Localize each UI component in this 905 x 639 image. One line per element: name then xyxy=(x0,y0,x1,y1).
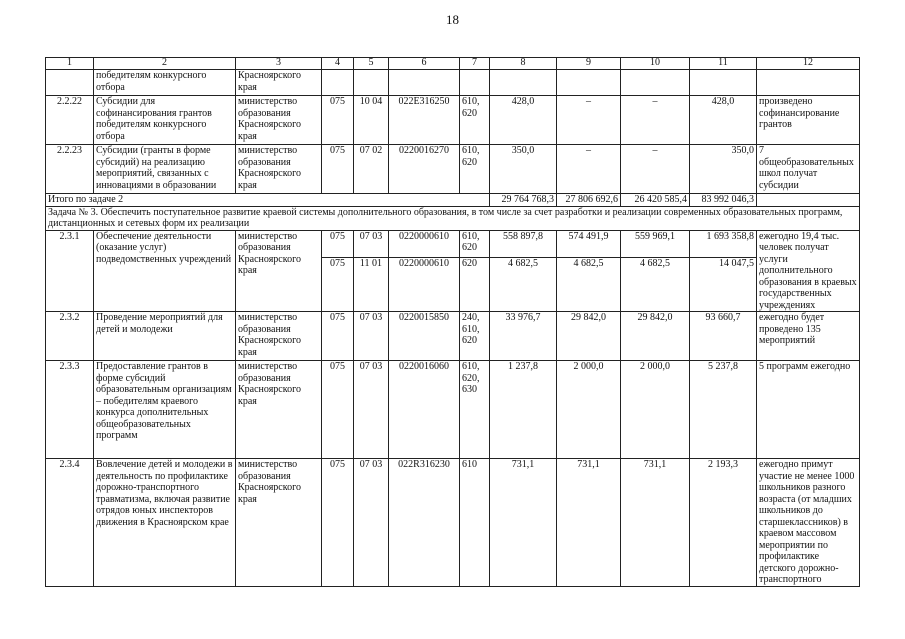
budget-table xyxy=(45,57,860,587)
cell-grbs: 075 xyxy=(322,459,354,587)
cell-result: ежегодно 19,4 тыс. человек получат услуги дополнительного образования в краевых государственных учреждениях xyxy=(757,230,860,312)
cell-vr: 620 xyxy=(460,257,490,311)
cell-y1: 428,0 xyxy=(490,96,557,145)
cell-y3: 559 969,1 xyxy=(621,230,690,257)
cell-org: министерство образования Красноярского края xyxy=(236,312,322,361)
cell-vr: 240, 610, 620 xyxy=(460,312,490,361)
cell-csr: 0220015850 xyxy=(389,312,460,361)
cell-total: 93 660,7 xyxy=(690,312,757,361)
cell-num: 2.3.1 xyxy=(46,230,94,312)
cell-y2: – xyxy=(557,96,621,145)
cell-vr: 610 xyxy=(460,459,490,587)
header-cell: 7 xyxy=(460,58,490,70)
cell-grbs: 075 xyxy=(322,96,354,145)
header-row xyxy=(46,58,860,70)
header-cell: 10 xyxy=(621,58,690,70)
cell-y1: 4 682,5 xyxy=(490,257,557,311)
cell-csr: 0220000610 xyxy=(389,230,460,257)
total-y2: 27 806 692,6 xyxy=(557,194,621,207)
cell-result: ежегодно будет проведено 135 мероприятий xyxy=(757,312,860,361)
cell-total: 2 193,3 xyxy=(690,459,757,587)
table-row xyxy=(46,361,860,459)
cell-y2: 731,1 xyxy=(557,459,621,587)
cell-y3: 4 682,5 xyxy=(621,257,690,311)
cell-csr: 022R316230 xyxy=(389,459,460,587)
total-y1: 29 764 768,3 xyxy=(490,194,557,207)
header-cell: 5 xyxy=(354,58,389,70)
cell-y1: 558 897,8 xyxy=(490,230,557,257)
cell-num: 2.3.4 xyxy=(46,459,94,587)
cell-name: Субсидии для софинансирования грантов победителям конкурсного отбора xyxy=(94,96,236,145)
cell-grbs: 075 xyxy=(322,257,354,311)
cell-csr: 0220016060 xyxy=(389,361,460,459)
cell-grbs: 075 xyxy=(322,361,354,459)
cell-result: 5 программ ежегодно xyxy=(757,361,860,459)
cell-org: министерство образования Красноярского края xyxy=(236,230,322,312)
cell-rz: 11 01 xyxy=(354,257,389,311)
cell-rz: 10 04 xyxy=(354,96,389,145)
table-row xyxy=(46,96,860,145)
header-cell: 11 xyxy=(690,58,757,70)
cell-name: Вовлечение детей и молодежи в деятельность по профилактике дорожно-транспортного травматизма, включая развитие отрядов юных инспекторов движения в Красноярском крае xyxy=(94,459,236,587)
cell-grbs: 075 xyxy=(322,312,354,361)
cell-y3: – xyxy=(621,145,690,194)
table-row xyxy=(46,459,860,587)
cell-name: Субсидии (гранты в форме субсидий) на реализацию мероприятий, связанных с инновациями в образовании xyxy=(94,145,236,194)
header-cell: 12 xyxy=(757,58,860,70)
header-cell: 8 xyxy=(490,58,557,70)
cell-y3: – xyxy=(621,96,690,145)
cell-grbs: 075 xyxy=(322,145,354,194)
header-cell: 6 xyxy=(389,58,460,70)
cell-y3: 731,1 xyxy=(621,459,690,587)
cell-name: победителям конкурсного отбора xyxy=(94,70,236,96)
cell-y2: 4 682,5 xyxy=(557,257,621,311)
cell-csr: 0220000610 xyxy=(389,257,460,311)
table-row-continuation xyxy=(46,70,860,96)
cell-org: министерство образования Красноярского края xyxy=(236,361,322,459)
cell-total: 5 237,8 xyxy=(690,361,757,459)
cell-y2: 2 000,0 xyxy=(557,361,621,459)
cell-rz: 07 03 xyxy=(354,361,389,459)
cell-org: министерство образования Красноярского края xyxy=(236,96,322,145)
cell-name: Проведение мероприятий для детей и молодежи xyxy=(94,312,236,361)
header-cell: 3 xyxy=(236,58,322,70)
cell-name: Обеспечение деятельности (оказание услуг) подведомственных учреждений xyxy=(94,230,236,312)
cell-result: произведено софинансирование грантов xyxy=(757,96,860,145)
cell-y2: 574 491,9 xyxy=(557,230,621,257)
cell-total: 1 693 358,8 xyxy=(690,230,757,257)
table-row xyxy=(46,145,860,194)
cell-vr: 610, 620 xyxy=(460,145,490,194)
cell-vr: 610, 620 xyxy=(460,230,490,257)
cell-rz: 07 02 xyxy=(354,145,389,194)
table-row xyxy=(46,312,860,361)
cell-total: 14 047,5 xyxy=(690,257,757,311)
total-row xyxy=(46,194,860,207)
total-sum: 83 992 046,3 xyxy=(690,194,757,207)
header-cell: 1 xyxy=(46,58,94,70)
page-number: 18 xyxy=(446,12,459,27)
cell-y1: 1 237,8 xyxy=(490,361,557,459)
task-row xyxy=(46,206,860,230)
cell-y1: 731,1 xyxy=(490,459,557,587)
header-cell: 9 xyxy=(557,58,621,70)
cell-name: Предоставление грантов в форме субсидий образовательным организациям – победителям краевого конкурса дополнительных общеобразовательных программ xyxy=(94,361,236,459)
cell-num: 2.2.22 xyxy=(46,96,94,145)
cell-y2: 29 842,0 xyxy=(557,312,621,361)
cell-org: министерство образования Красноярского края xyxy=(236,145,322,194)
cell-result: ежегодно примут участие не менее 1000 школьников разного возраста (от младших школьников до старшеклассников) в краевом массовом мероприятии по профилактике детского дорожно-транспортного xyxy=(757,459,860,587)
cell-num: 2.2.23 xyxy=(46,145,94,194)
cell-total: 428,0 xyxy=(690,96,757,145)
header-cell: 4 xyxy=(322,58,354,70)
cell-csr: 0220016270 xyxy=(389,145,460,194)
total-label: Итого по задаче 2 xyxy=(46,194,490,207)
task-3-heading: Задача № 3. Обеспечить поступательное развитие краевой системы дополнительного образования, в том числе за счет разработки и реализации современных образовательных программ, дистанционных и сетевых форм их реализации xyxy=(46,206,860,230)
cell-y3: 2 000,0 xyxy=(621,361,690,459)
cell-total: 350,0 xyxy=(690,145,757,194)
cell-y1: 33 976,7 xyxy=(490,312,557,361)
cell-org: Красноярского края xyxy=(236,70,322,96)
cell-y1: 350,0 xyxy=(490,145,557,194)
total-y3: 26 420 585,4 xyxy=(621,194,690,207)
cell-vr: 610, 620 xyxy=(460,96,490,145)
header-cell: 2 xyxy=(94,58,236,70)
cell-num: 2.3.3 xyxy=(46,361,94,459)
cell-y2: – xyxy=(557,145,621,194)
cell-result: 7 общеобразовательных школ получат субсидии xyxy=(757,145,860,194)
cell-grbs: 075 xyxy=(322,230,354,257)
cell-num: 2.3.2 xyxy=(46,312,94,361)
cell-csr: 022E316250 xyxy=(389,96,460,145)
table-row xyxy=(46,230,860,257)
cell-rz: 07 03 xyxy=(354,459,389,587)
cell-vr: 610, 620, 630 xyxy=(460,361,490,459)
cell-rz: 07 03 xyxy=(354,230,389,257)
cell-org: министерство образования Красноярского края xyxy=(236,459,322,587)
cell-rz: 07 03 xyxy=(354,312,389,361)
cell-y3: 29 842,0 xyxy=(621,312,690,361)
